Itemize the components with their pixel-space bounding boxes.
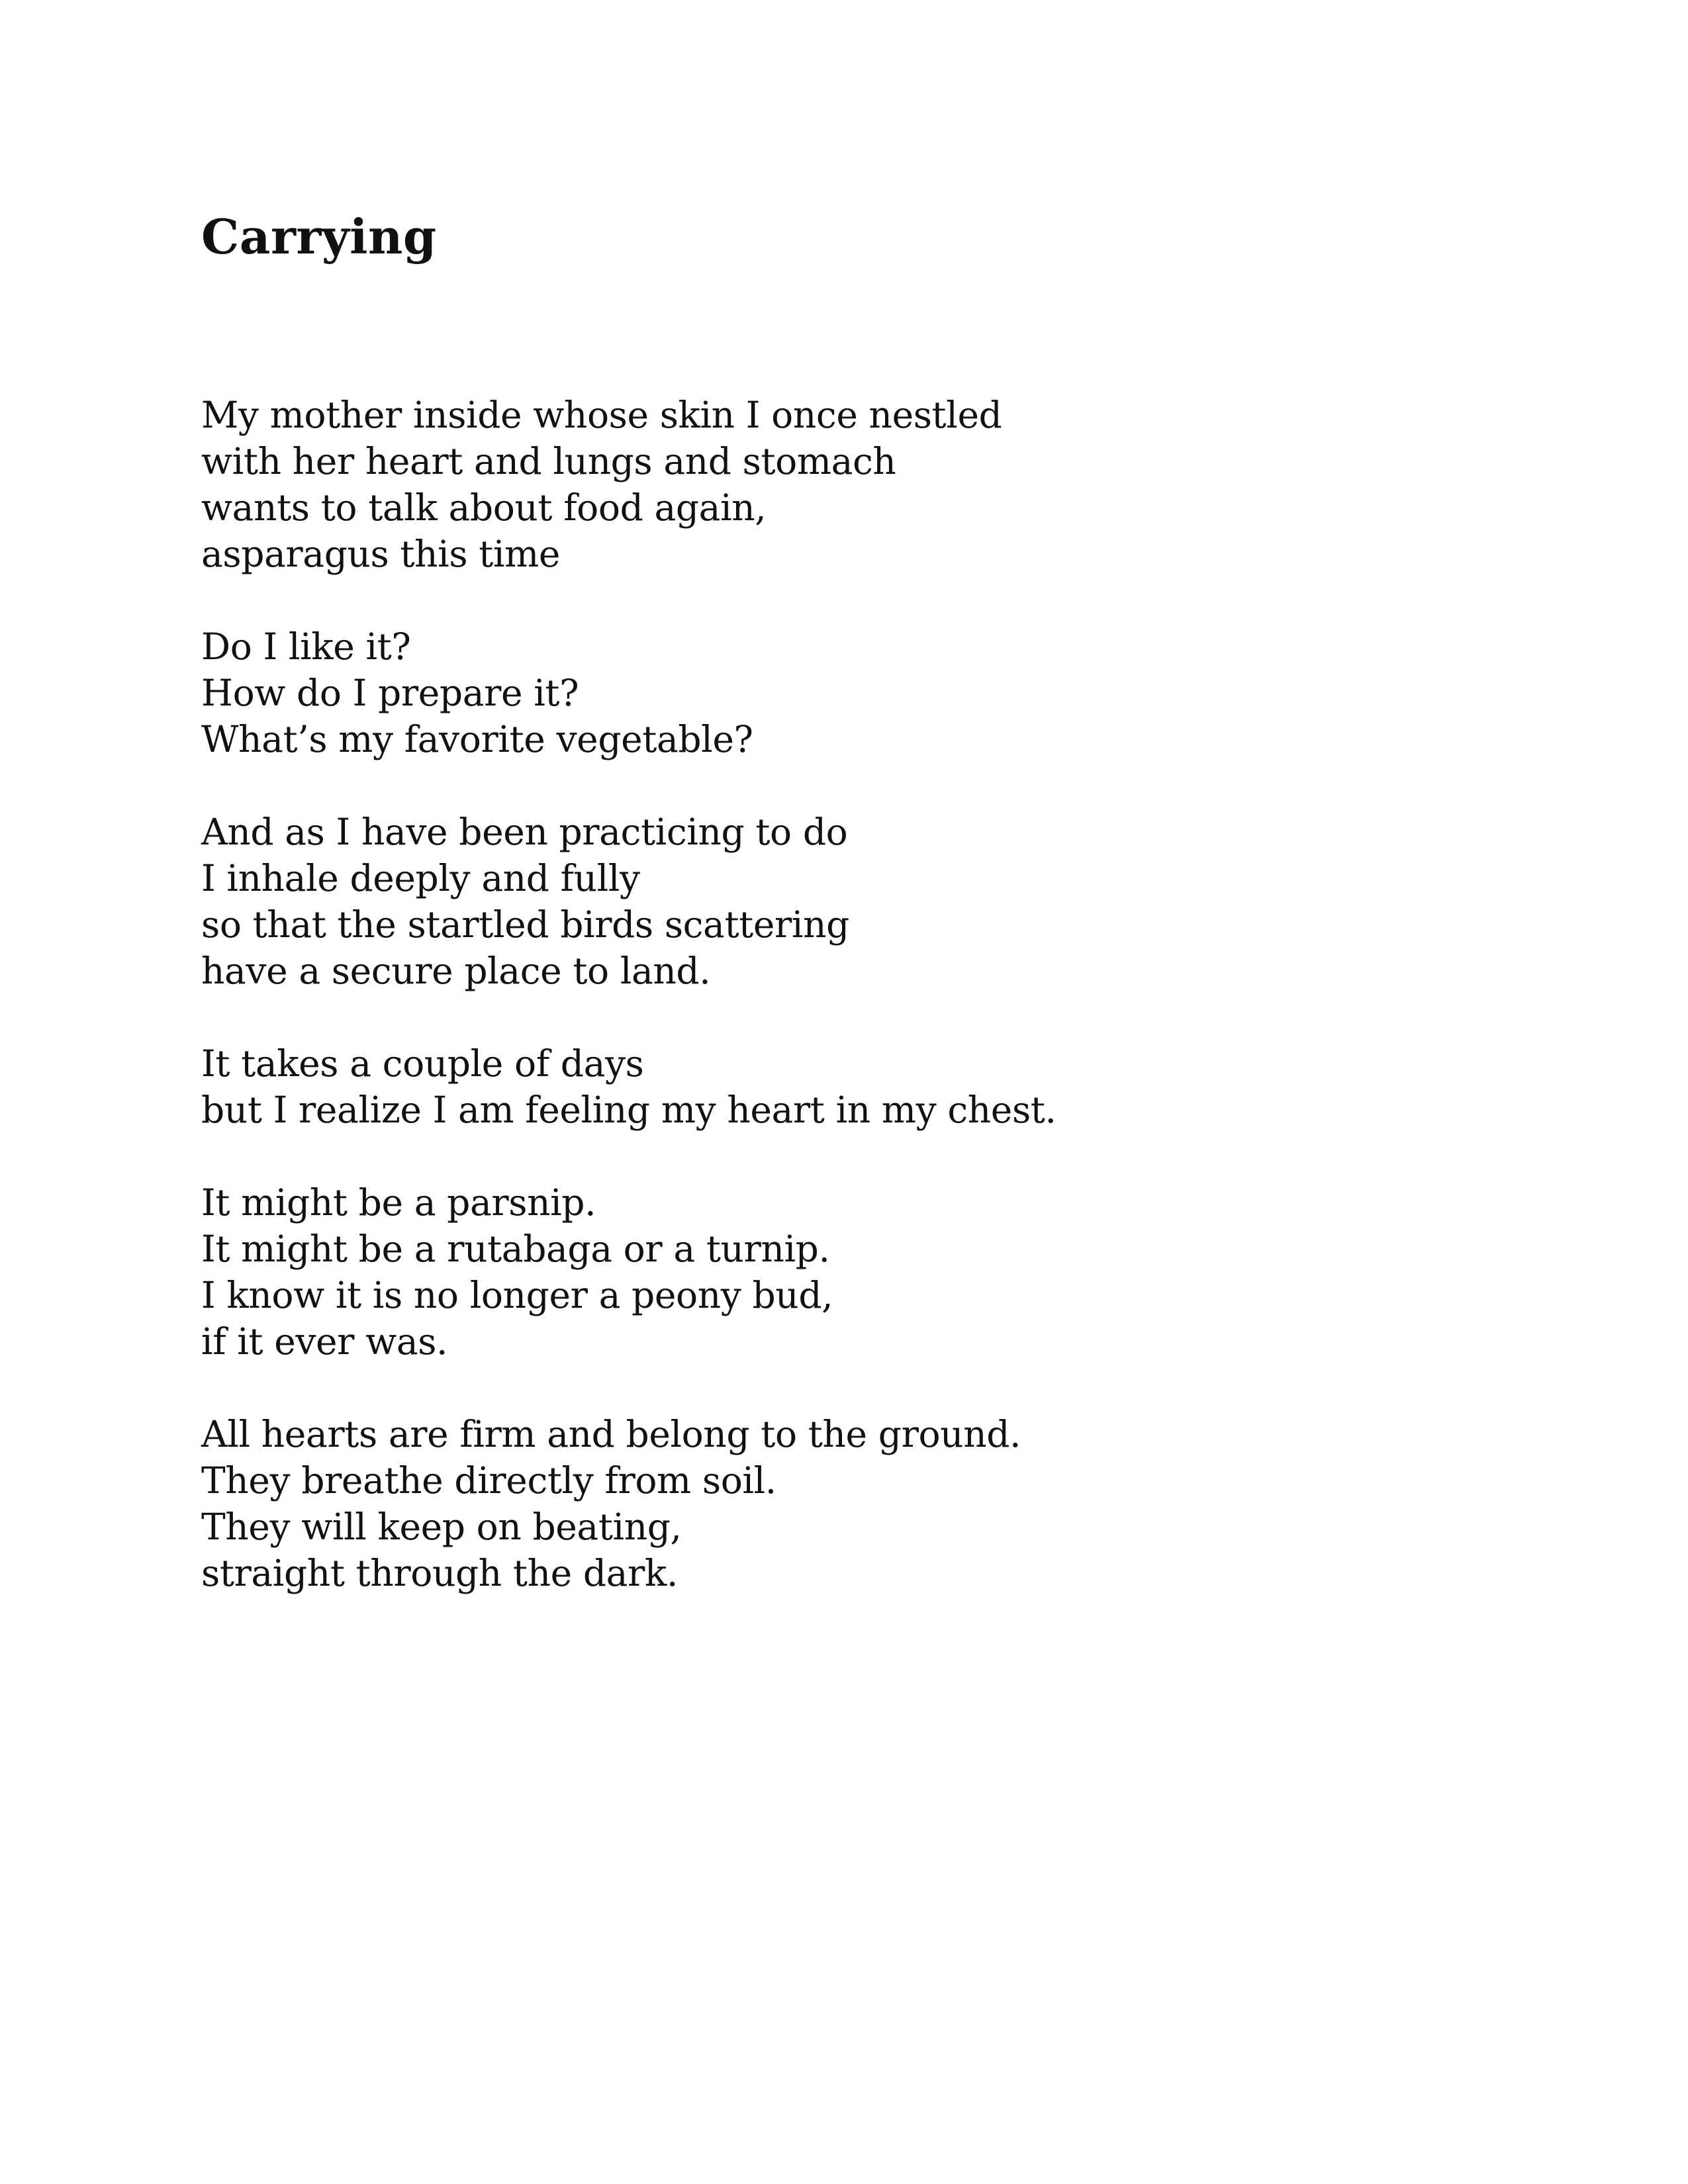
stanza-4	[201, 1040, 1525, 1133]
poem-line: so that the startled birds scattering	[201, 903, 849, 946]
poem-line: asparagus this time	[201, 533, 561, 575]
poem-line: They will keep on beating,	[201, 1506, 682, 1548]
stanza-5	[201, 1179, 1525, 1365]
poem-line: Do I like it?	[201, 625, 411, 668]
poem-line: How do I prepare it?	[201, 672, 579, 714]
poem-line: with her heart and lungs and stomach	[201, 440, 896, 482]
poem-line: My mother inside whose skin I once nestled	[201, 394, 1002, 436]
stanza-3	[201, 809, 1525, 994]
poem-line: And as I have been practicing to do	[201, 811, 848, 853]
stanza-2	[201, 623, 1525, 762]
poem-line: straight through the dark.	[201, 1552, 678, 1594]
stanza-6	[201, 1411, 1525, 1596]
poem-line: but I realize I am feeling my heart in my chest.	[201, 1089, 1056, 1131]
poem-line: They breathe directly from soil.	[201, 1459, 776, 1502]
stanza-1	[201, 392, 1525, 577]
poem-line: I inhale deeply and fully	[201, 857, 640, 899]
poem-body	[201, 392, 1525, 1643]
poem-title: Carrying	[201, 208, 437, 265]
poem-line: It might be a rutabaga or a turnip.	[201, 1228, 830, 1270]
poem-line: What’s my favorite vegetable?	[201, 718, 753, 760]
poem-line: I know it is no longer a peony bud,	[201, 1274, 833, 1316]
poem-line: It might be a parsnip.	[201, 1181, 596, 1224]
poem-line: It takes a couple of days	[201, 1042, 644, 1085]
poem-line: if it ever was.	[201, 1320, 448, 1363]
poem-line: wants to talk about food again,	[201, 486, 767, 529]
poem-line: have a secure place to land.	[201, 950, 711, 992]
poem-line: All hearts are firm and belong to the ground.	[201, 1413, 1021, 1455]
